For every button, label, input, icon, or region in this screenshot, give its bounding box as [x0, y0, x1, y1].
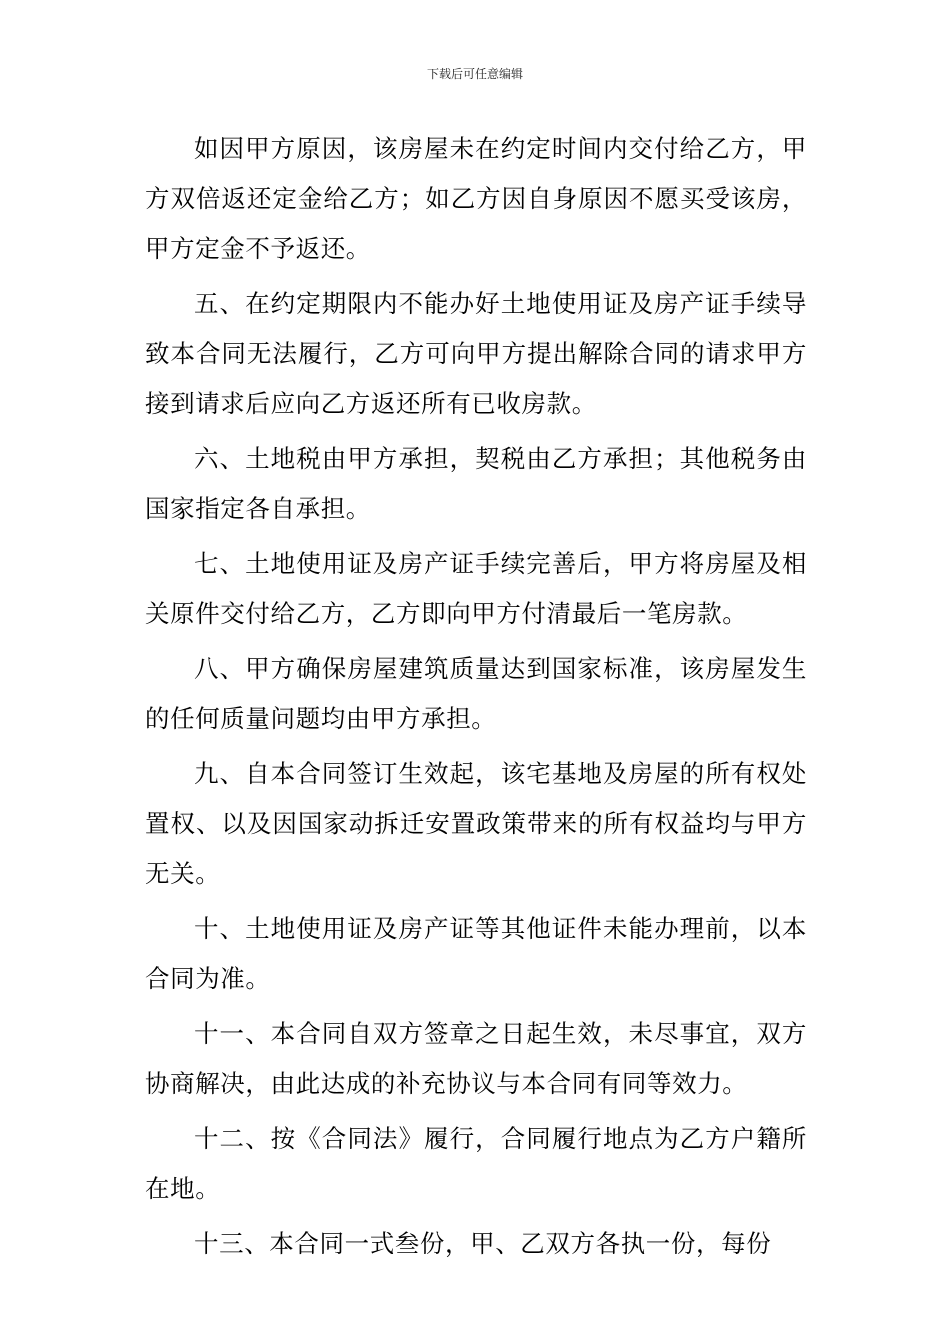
- page-header: 下载后可任意编辑: [426, 67, 523, 81]
- paragraph-clause-10: 十、土地使用证及房产证等其他证件未能办理前，以本合同为准。: [145, 914, 807, 993]
- paragraph-clause-13: 十三、本合同一式叁份，甲、乙双方各执一份，每份: [194, 1229, 772, 1258]
- paragraph-deposit-clause: 如因甲方原因，该房屋未在约定时间内交付给乙方，甲方双倍返还定金给乙方；如乙方因自身原因不愿买受该房，甲方定金不予返还。: [145, 134, 807, 263]
- document-body: [145, 124, 807, 1274]
- paragraph-clause-9: 九、自本合同签订生效起，该宅基地及房屋的所有权处置权、以及因国家动拆迁安置政策带来的所有权益均与甲方无关。: [145, 759, 807, 888]
- paragraph-clause-12: 十二、按《合同法》履行，合同履行地点为乙方户籍所在地。: [145, 1124, 807, 1203]
- paragraph-clause-5: 五、在约定期限内不能办好土地使用证及房产证手续导致本合同无法履行，乙方可向甲方提出解除合同的请求甲方接到请求后应向乙方返还所有已收房款。: [145, 289, 807, 418]
- paragraph-clause-11: 十一、本合同自双方签章之日起生效，未尽事宜，双方协商解决，由此达成的补充协议与本合同有同等效力。: [145, 1019, 807, 1098]
- paragraph-clause-7: 七、土地使用证及房产证手续完善后，甲方将房屋及相关原件交付给乙方，乙方即向甲方付清最后一笔房款。: [145, 549, 807, 628]
- paragraph-clause-8: 八、甲方确保房屋建筑质量达到国家标准，该房屋发生的任何质量问题均由甲方承担。: [145, 654, 807, 733]
- paragraph-clause-6: 六、土地税由甲方承担，契税由乙方承担；其他税务由国家指定各自承担。: [145, 444, 807, 523]
